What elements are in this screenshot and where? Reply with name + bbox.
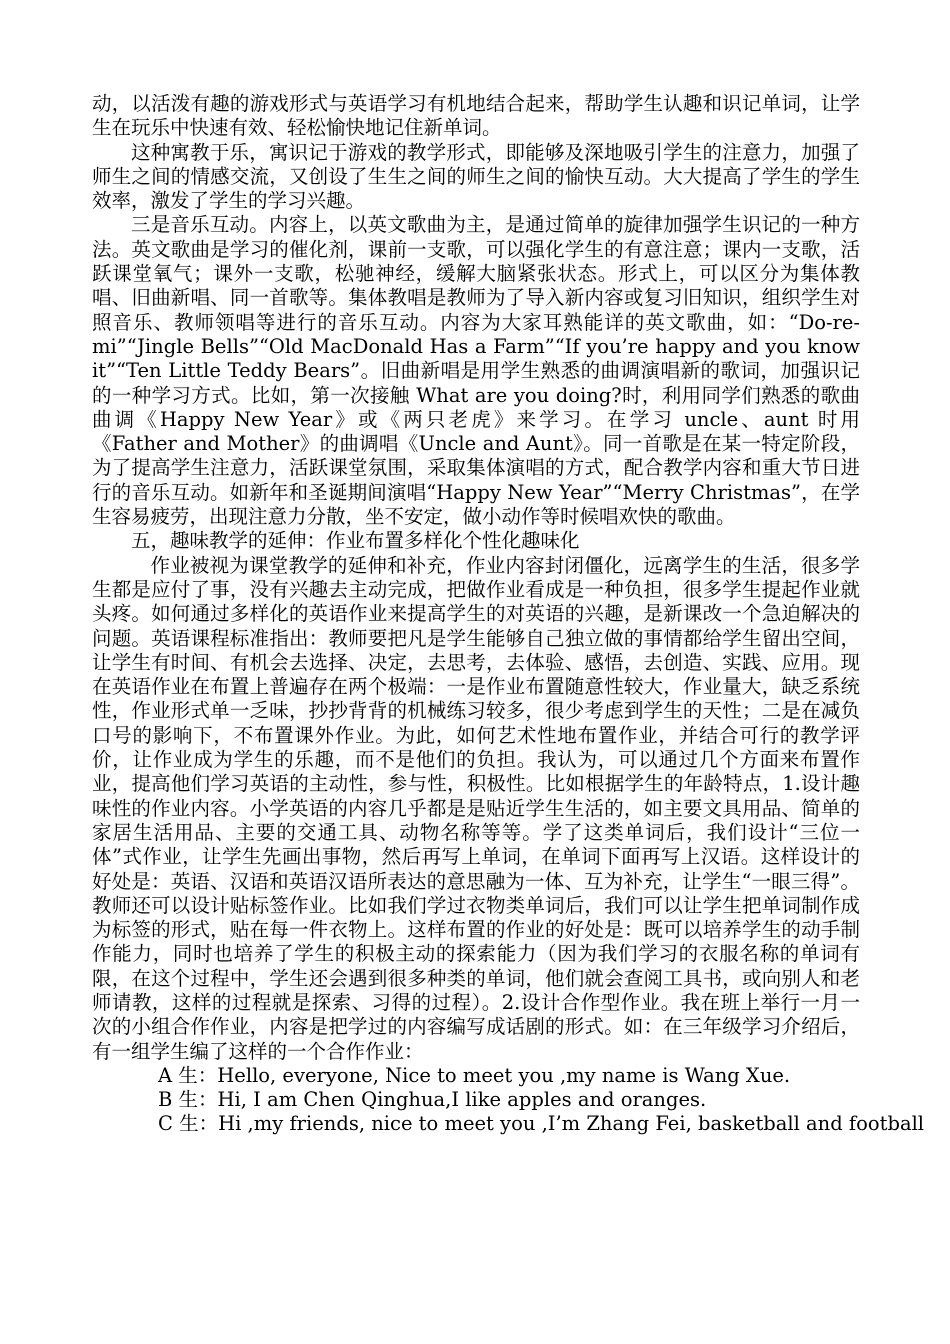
- paragraph-music-interaction: 三是音乐互动。内容上，以英文歌曲为主，是通过简单的旋律加强学生识记的一种方法。英文歌曲是学习的催化剂，课前一支歌，可以强化学生的有意注意；课内一支歌，活跃课堂氧气；课外一支歌，松驰神经，缓解大脑紧张状态。形式上，可以区分为集体教唱、旧曲新唱、同一首歌等。集体教唱是教师为了导入新内容或复习旧知识，组织学生对照音乐、教师领唱等进行的音乐互动。内容为大家耳熟能详的英文歌曲，如：“Do-re-mi”“Jingle Bells”“Old MacDonald Has a Farm”“If you’re happy and you know it”“Ten Little Teddy Bears”。旧曲新唱是用学生熟悉的曲调演唱新的歌词，加强识记的一种学习方式。比如，第一次接触 What are you doing?时，利用同学们熟悉的歌曲曲调《Happy New Year》或《两只老虎》来学习。在学习 uncle、aunt 时用《Father and Mother》的曲调唱《Uncle and Aunt》。同一首歌是在某一特定阶段，为了提高学生注意力，活跃课堂氛围，采取集体演唱的方式，配合教学内容和重大节日进行的音乐互动。如新年和圣诞期间演唱“Happy New Year”“Merry Christmas”，在学生容易疲劳，出现注意力分散，坐不安定，做小动作等时候唱欢快的歌曲。: [92, 213, 860, 529]
- paragraph-game-continuation: 动，以活泼有趣的游戏形式与英语学习有机地结合起来，帮助学生认趣和识记单词，让学生在玩乐中快速有效、轻松愉快地记住新单词。: [92, 92, 860, 140]
- paragraph-homework: 作业被视为课堂教学的延伸和补充，作业内容封闭僵化，远离学生的生活，很多学生都是应付了事，没有兴趣去主动完成，把做作业看成是一种负担，很多学生提起作业就头疼。如何通过多样化的英语作业来提高学生的对英语的兴趣，是新课改一个急迫解决的问题。英语课程标准指出：教师要把凡是学生能够自己独立做的事情都给学生留出空间，让学生有时间、有机会去选择、决定，去思考，去体验、感悟，去创造、实践、应用。现在英语作业在布置上普遍存在两个极端：一是作业布置随意性较大，作业量大，缺乏系统性，作业形式单一乏味，抄抄背背的机械练习较多，很少考虑到学生的天性；二是在减负口号的影响下，不布置课外作业。为此，如何艺术性地布置作业，并结合可行的教学评价，让作业成为学生的乐趣，而不是他们的负担。我认为，可以通过几个方面来布置作业，提高他们学习英语的主动性，参与性，积极性。比如根据学生的年龄特点，1.设计趣味性的作业内容。小学英语的内容几乎都是是贴近学生生活的，如主要文具用品、简单的家居生活用品、主要的交通工具、动物名称等等。学了这类单词后，我们设计“三位一体”式作业，让学生先画出事物，然后再写上单词，在单词下面再写上汉语。这样设计的好处是：英语、汉语和英语汉语所表达的意思融为一体、互为补充，让学生“一眼三得”。教师还可以设计贴标签作业。比如我们学过衣物类单词后，我们可以让学生把单词制作成为标签的形式，贴在每一件衣物上。这样布置的作业的好处是：既可以培养学生的动手制作能力，同时也培养了学生的积极主动的探索能力（因为我们学习的衣服名称的单词有限，在这个过程中，学生还会遇到很多种类的单词，他们就会查阅工具书，或向别人和老师请教，这样的过程就是探索、习得的过程）。2.设计合作型作业。我在班上举行一月一次的小组合作作业，内容是把学过的内容编写成话剧的形式。如：在三年级学习介绍后，有一组学生编了这样的一个合作作业：: [92, 553, 860, 1063]
- document-page: [92, 92, 925, 1137]
- dialog-line-a: A 生：Hello, everyone, Nice to meet you ,my name is Wang Xue.: [158, 1063, 791, 1087]
- section-heading: 五，趣味教学的延伸：作业布置多样化个性化趣味化: [131, 529, 580, 553]
- paragraph-game-summary: 这种寓教于乐，寓识记于游戏的教学形式，即能够及深地吸引学生的注意力，加强了师生之间的情感交流，又创设了生生之间的师生之间的愉快互动。大大提高了学生的学生效率，激发了学生的学习兴趣。: [92, 140, 860, 213]
- dialog-line-c: C 生：Hi ,my friends, nice to meet you ,I’m Zhang Fei, basketball and football: [158, 1112, 925, 1136]
- dialog-line-b: B 生：Hi, I am Chen Qinghua,I like apples and oranges.: [158, 1088, 707, 1112]
